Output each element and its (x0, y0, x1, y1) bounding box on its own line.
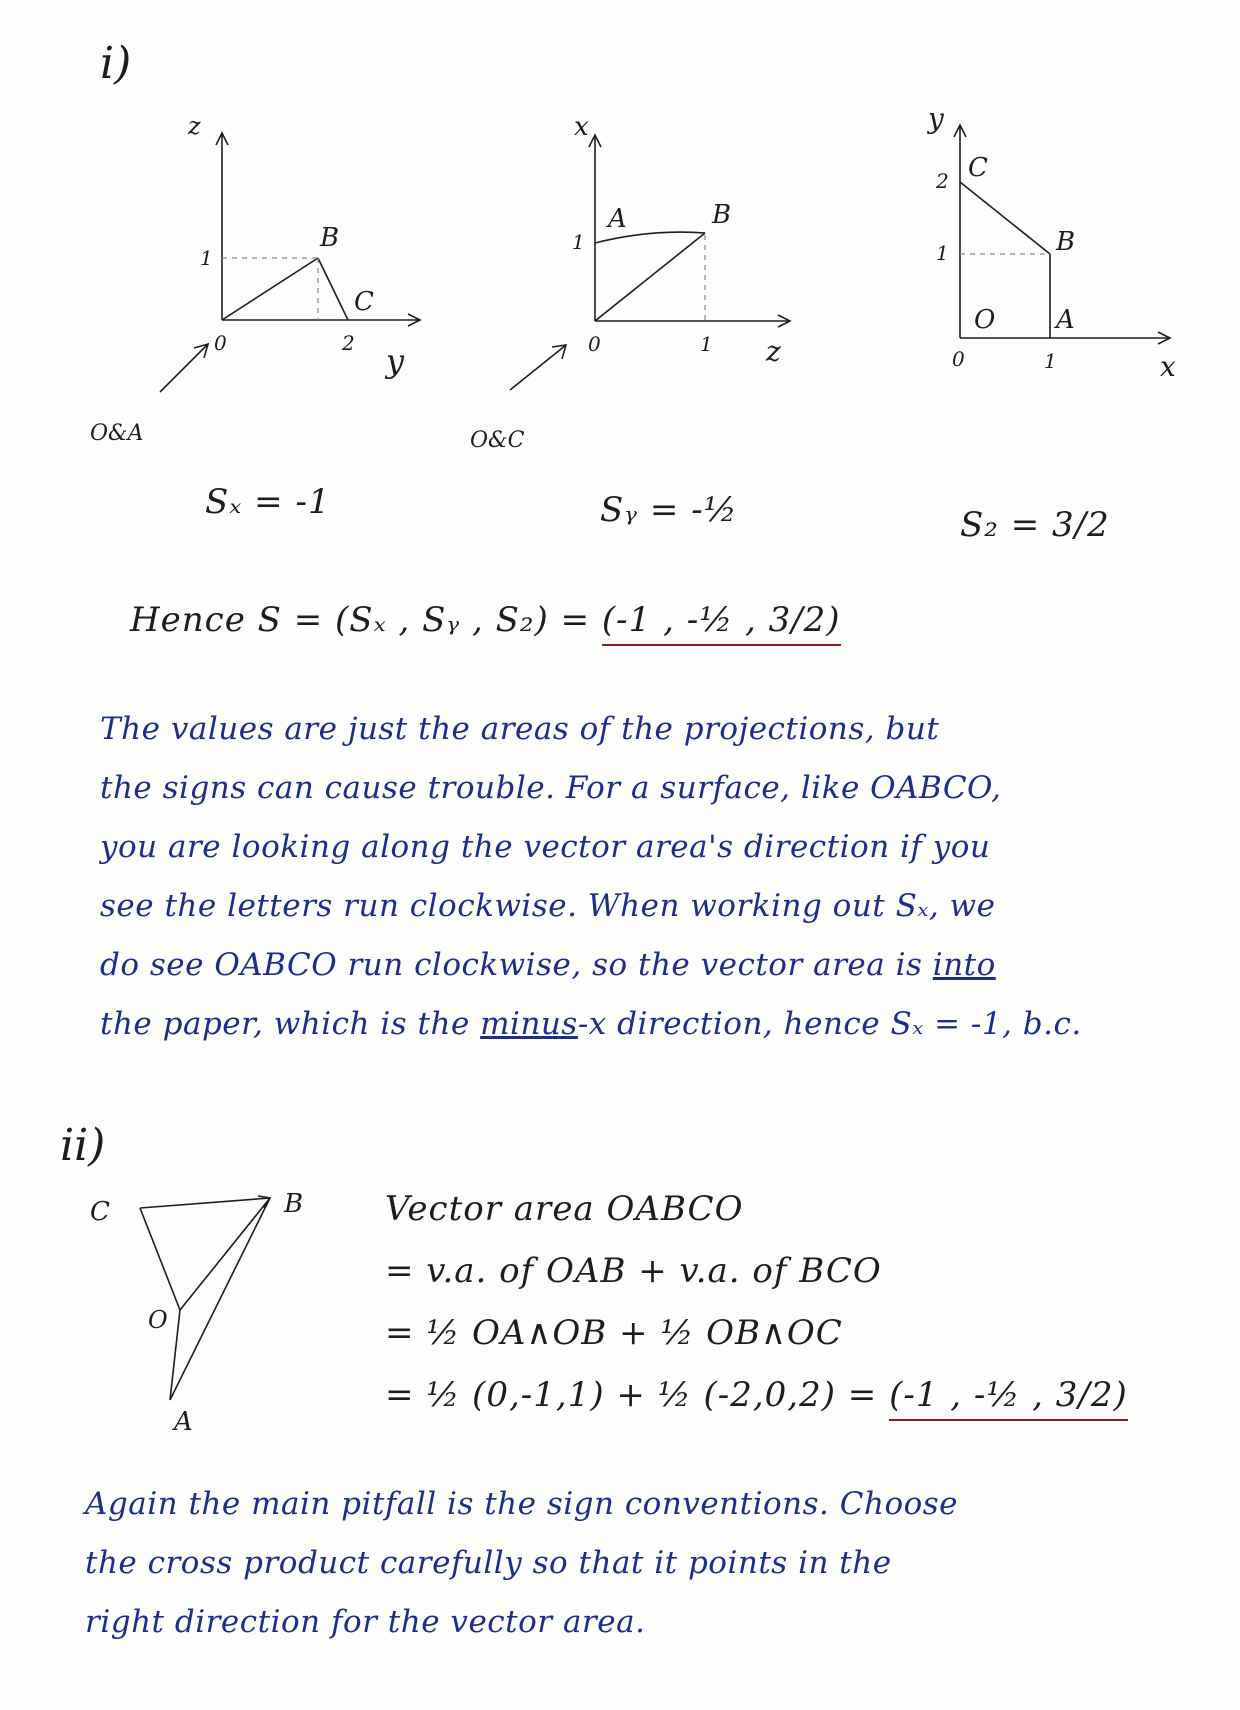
explanation-line: you are looking along the vector area's direction if you (100, 829, 991, 865)
vertical-axis-label: y (928, 102, 944, 135)
point-o-label: O (974, 305, 996, 335)
diagram-projection-y (450, 115, 810, 470)
explanation-text: do see OABCO run clockwise, so the vector area is (100, 947, 933, 983)
hence-value: (-1 , -½ , 3/2) (602, 600, 841, 646)
derivation-result: (-1 , -½ , 3/2) (889, 1375, 1128, 1421)
pointer-note: O&A (90, 421, 144, 446)
hence-line (130, 600, 841, 640)
explanation-part-i (100, 700, 1190, 1054)
point-b-label: B (1056, 227, 1076, 257)
explanation-line: right direction for the vector area. (85, 1604, 646, 1640)
point-c-label: C (968, 153, 988, 183)
point-b-label: B (712, 200, 732, 230)
result-sx: Sₓ = -1 (205, 482, 331, 522)
pointer-arrow (510, 345, 566, 390)
origin-label: 0 (588, 332, 601, 356)
point-a-label: A (1056, 305, 1075, 335)
vector-area-derivation (385, 1178, 1128, 1426)
explanation-text: direction, hence Sₓ = -1, b.c. (606, 1006, 1082, 1042)
horizontal-tick-label: 1 (1044, 349, 1057, 373)
part-ii-label: ii) (60, 1120, 106, 1171)
diagram-projection-z (870, 100, 1200, 390)
edge-oa (170, 1310, 180, 1400)
edge-ob (222, 258, 318, 320)
vertical-axis-label: x (574, 115, 589, 142)
explanation-line (100, 995, 1190, 1054)
explanation-line: the signs can cause trouble. For a surface, like OABCO, (100, 770, 1002, 806)
derivation-line (385, 1364, 1128, 1426)
edge-bc (318, 258, 348, 320)
vertical-tick-label-2: 2 (936, 169, 949, 193)
derivation-line: = v.a. of OAB + v.a. of BCO (385, 1251, 882, 1291)
point-c-label: C (90, 1197, 110, 1227)
edge-ba (170, 1198, 270, 1400)
vertical-tick-label: 1 (200, 246, 213, 270)
edge-co (140, 1208, 180, 1310)
explanation-line: The values are just the areas of the projections, but (100, 711, 940, 747)
hence-prefix: Hence S = (Sₓ , Sᵧ , S₂) = (130, 600, 591, 640)
edge-ob (595, 233, 705, 321)
diagram-quadrilateral (70, 1180, 360, 1430)
derivation-line: = ½ OA∧OB + ½ OB∧OC (385, 1313, 843, 1353)
underlined-minus: minus (480, 1006, 578, 1042)
point-a-label: A (174, 1407, 193, 1430)
point-o-label: O (148, 1306, 168, 1334)
point-a-label: A (608, 204, 627, 234)
horizontal-axis-label: z (766, 335, 781, 368)
explanation-line (100, 936, 1190, 995)
origin-label: 0 (952, 347, 965, 371)
vertical-tick-label: 1 (572, 230, 585, 254)
minus-suffix: -x (577, 1006, 607, 1042)
edge-bo (180, 1198, 270, 1310)
pointer-arrow (160, 344, 208, 392)
vertical-tick-label: 1 (936, 241, 949, 265)
horizontal-axis-label: y (386, 342, 405, 380)
diagram-projection-x (90, 110, 470, 470)
point-b-label: B (284, 1189, 304, 1219)
horizontal-axis-label: x (1160, 350, 1176, 383)
horizontal-tick-label: 2 (342, 331, 355, 355)
part-i-label: i) (100, 38, 132, 89)
underlined-into: into (932, 947, 996, 983)
derivation-text: = ½ (0,-1,1) + ½ (-2,0,2) = (385, 1375, 878, 1415)
edge-cb (140, 1198, 270, 1208)
edge-cb (960, 182, 1050, 254)
explanation-line: Again the main pitfall is the sign conventions. Choose (85, 1486, 959, 1522)
explanation-part-ii (85, 1475, 1185, 1652)
point-b-label: B (320, 223, 340, 253)
result-sz: S₂ = 3/2 (960, 505, 1110, 545)
explanation-text: the paper, which is the (100, 1006, 481, 1042)
result-sy: Sᵧ = -½ (600, 490, 738, 530)
origin-label: 0 (214, 331, 227, 355)
pointer-note: O&C (470, 428, 525, 453)
explanation-line: see the letters run clockwise. When working out Sₓ, we (100, 888, 996, 924)
horizontal-tick-label: 1 (700, 332, 713, 356)
vertical-axis-label: z (188, 112, 201, 140)
point-c-label: C (354, 287, 374, 317)
explanation-line: the cross product carefully so that it points in the (85, 1545, 892, 1581)
derivation-line: Vector area OABCO (385, 1189, 744, 1229)
